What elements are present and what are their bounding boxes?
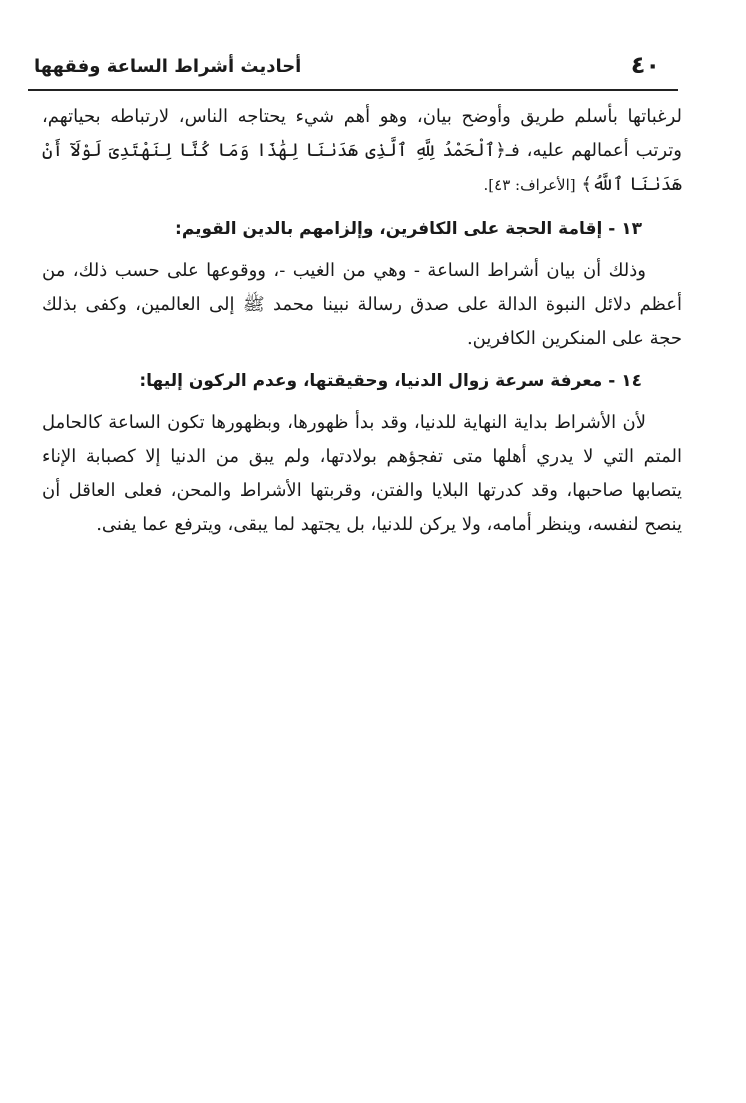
page-body	[42, 100, 682, 542]
verse-reference: [الأعراف: ٤٣].	[483, 176, 576, 194]
quran-verse: ﴿ٱلْحَمْدُ لِلَّهِ ٱلَّذِى هَدَىٰنَا لِهَٰذَا وَمَا كُنَّا لِنَهْتَدِىَ لَوْلَآ أَنْ هَدَىٰنَا ٱللَّهُ﴾	[42, 140, 682, 195]
section-13-body: وذلك أن بيان أشراط الساعة - وهي من الغيب -، ووقوعها على حسب ذلك، من أعظم دلائل النبوة الدالة على صدق رسالة نبينا محمد ﷺ إلى العالمين، وكفى بذلك حجة على المنكرين الكافرين.	[42, 260, 682, 349]
page-number: ٤٠	[630, 51, 660, 79]
header-rule	[28, 89, 678, 91]
section-14-heading: ١٤ - معرفة سرعة زوال الدنيا، وحقيقتها، وعدم الركون إليها:	[139, 371, 642, 391]
page-header	[30, 48, 678, 88]
intro-paragraph	[42, 100, 682, 202]
section-14-body: لأن الأشراط بداية النهاية للدنيا، وقد بدأ ظهورها، وبظهورها تكون الساعة كالحامل المتم التي لا يدري أهلها متى تفجؤهم بولادتها، ولم يبق من الدنيا إلا كصبابة الإناء يتصابها صاحبها، وقد كدرتها البلايا والفتن، وقربتها الأشراط والمحن، فعلى العاقل أن ينصح لنفسه، وينظر أمامه، ولا يركن للدنيا، بل يجتهد لما يبقى، ويترفع عما يفنى.	[42, 412, 682, 535]
section-13-heading: ١٣ - إقامة الحجة على الكافرين، وإلزامهم بالدين القويم:	[175, 219, 642, 239]
running-title: أحاديث أشراط الساعة وفقهها	[34, 56, 302, 77]
intro-text: لرغباتها بأسلم طريق وأوضح بيان، وهو أهم شيء يحتاجه الناس، لارتباطه بحياتهم، وترتب أعمالهم عليه، فـ	[42, 106, 682, 161]
